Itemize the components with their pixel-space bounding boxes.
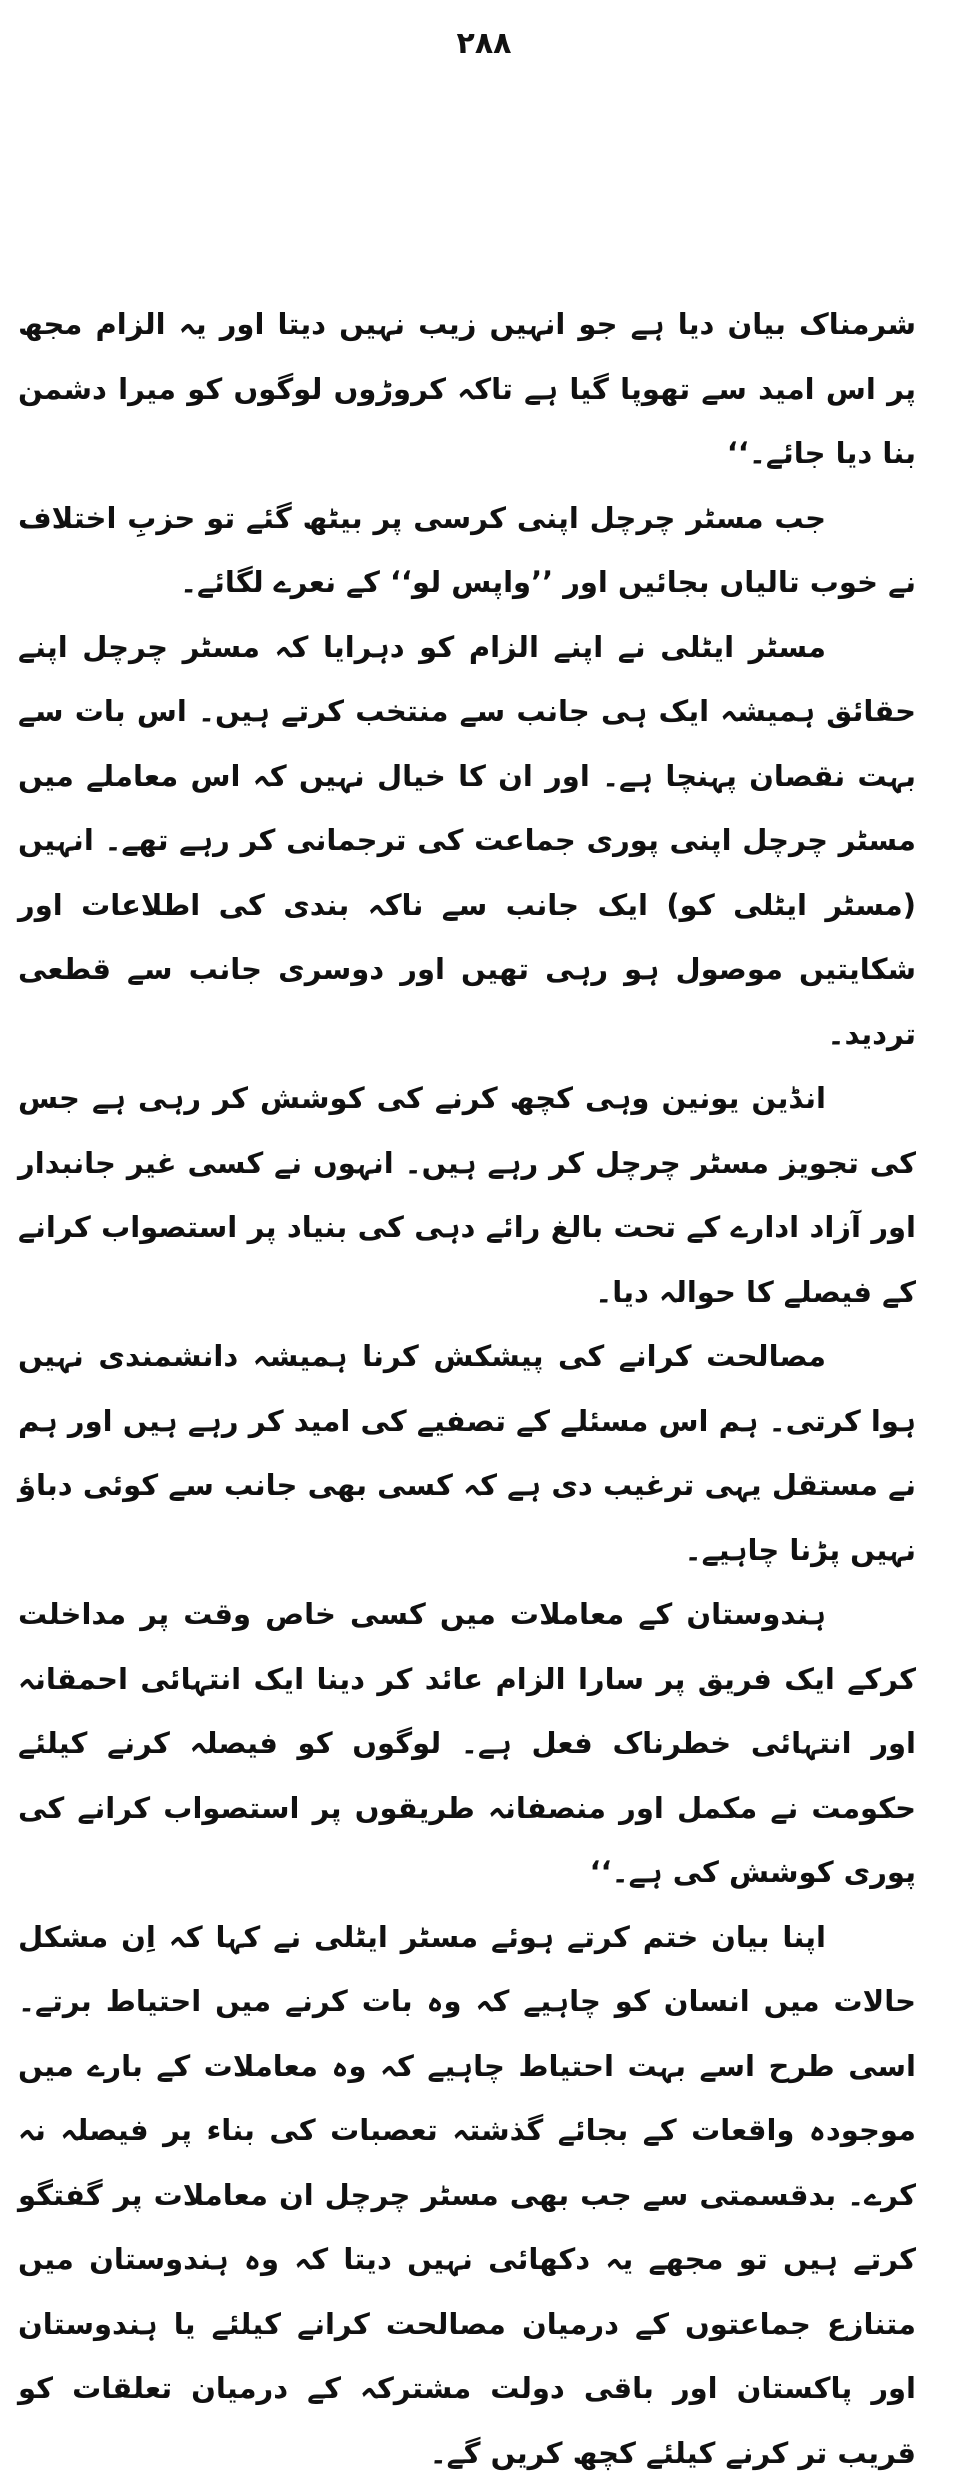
page-number: ۲۸۸: [0, 24, 968, 64]
paragraph-1: شرمناک بیان دیا ہے جو انہیں زیب نہیں دیتا اور یہ الزام مجھ پر اس امید سے تھوپا گیا ہے تاکہ کروڑوں لوگوں کو میرا دشمن بنا دیا جائے۔‘‘: [18, 292, 916, 486]
paragraph-4: انڈین یونین وہی کچھ کرنے کی کوشش کر رہی ہے جس کی تجویز مسٹر چرچل کر رہے ہیں۔ انہوں نے کسی غیر جانبدار اور آزاد ادارے کے تحت بالغ رائے دہی کی بنیاد پر استصواب کرانے کے فیصلے کا حوالہ دیا۔: [18, 1066, 916, 1324]
paragraph-5: مصالحت کرانے کی پیشکش کرنا ہمیشہ دانشمندی نہیں ہوا کرتی۔ ہم اس مسئلے کے تصفیے کی امید کر رہے ہیں اور ہم نے مستقل یہی ترغیب دی ہے کہ کسی بھی جانب سے کوئی دباؤ نہیں پڑنا چاہیے۔: [18, 1324, 916, 1582]
paragraph-2: جب مسٹر چرچل اپنی کرسی پر بیٹھ گئے تو حزبِ اختلاف نے خوب تالیاں بجائیں اور ’’واپس لو‘‘ کے نعرے لگائے۔: [18, 486, 916, 615]
paragraph-6: ہندوستان کے معاملات میں کسی خاص وقت پر مداخلت کرکے ایک فریق پر سارا الزام عائد کر دینا ایک انتہائی احمقانہ اور انتہائی خطرناک فعل ہے۔ لوگوں کو فیصلہ کرنے کیلئے حکومت نے مکمل اور منصفانہ طریقوں پر استصواب کرانے کی پوری کوشش کی ہے۔‘‘: [18, 1582, 916, 1905]
paragraph-3: مسٹر ایٹلی نے اپنے الزام کو دہرایا کہ مسٹر چرچل اپنے حقائق ہمیشہ ایک ہی جانب سے منتخب کرتے ہیں۔ اس بات سے بہت نقصان پہنچا ہے۔ اور ان کا خیال نہیں کہ اس معاملے میں مسٹر چرچل اپنی پوری جماعت کی ترجمانی کر رہے تھے۔ انہیں (مسٹر ایٹلی کو) ایک جانب سے ناکہ بندی کی اطلاعات اور شکایتیں موصول ہو رہی تھیں اور دوسری جانب سے قطعی تردید۔: [18, 615, 916, 1067]
body-text: [18, 292, 916, 2485]
paragraph-7: اپنا بیان ختم کرتے ہوئے مسٹر ایٹلی نے کہا کہ اِن مشکل حالات میں انسان کو چاہیے کہ وہ بات کرنے میں احتیاط برتے۔ اسی طرح اسے بہت احتیاط چاہیے کہ وہ معاملات کے بارے میں موجودہ واقعات کے بجائے گذشتہ تعصبات کی بناء پر فیصلہ نہ کرے۔ بدقسمتی سے جب بھی مسٹر چرچل ان معاملات پر گفتگو کرتے ہیں تو مجھے یہ دکھائی نہیں دیتا کہ وہ ہندوستان میں متنازع جماعتوں کے درمیان مصالحت کرانے کیلئے یا ہندوستان اور پاکستان اور باقی دولت مشترکہ کے درمیان تعلقات کو قریب تر کرنے کیلئے کچھ کریں گے۔: [18, 1905, 916, 2485]
